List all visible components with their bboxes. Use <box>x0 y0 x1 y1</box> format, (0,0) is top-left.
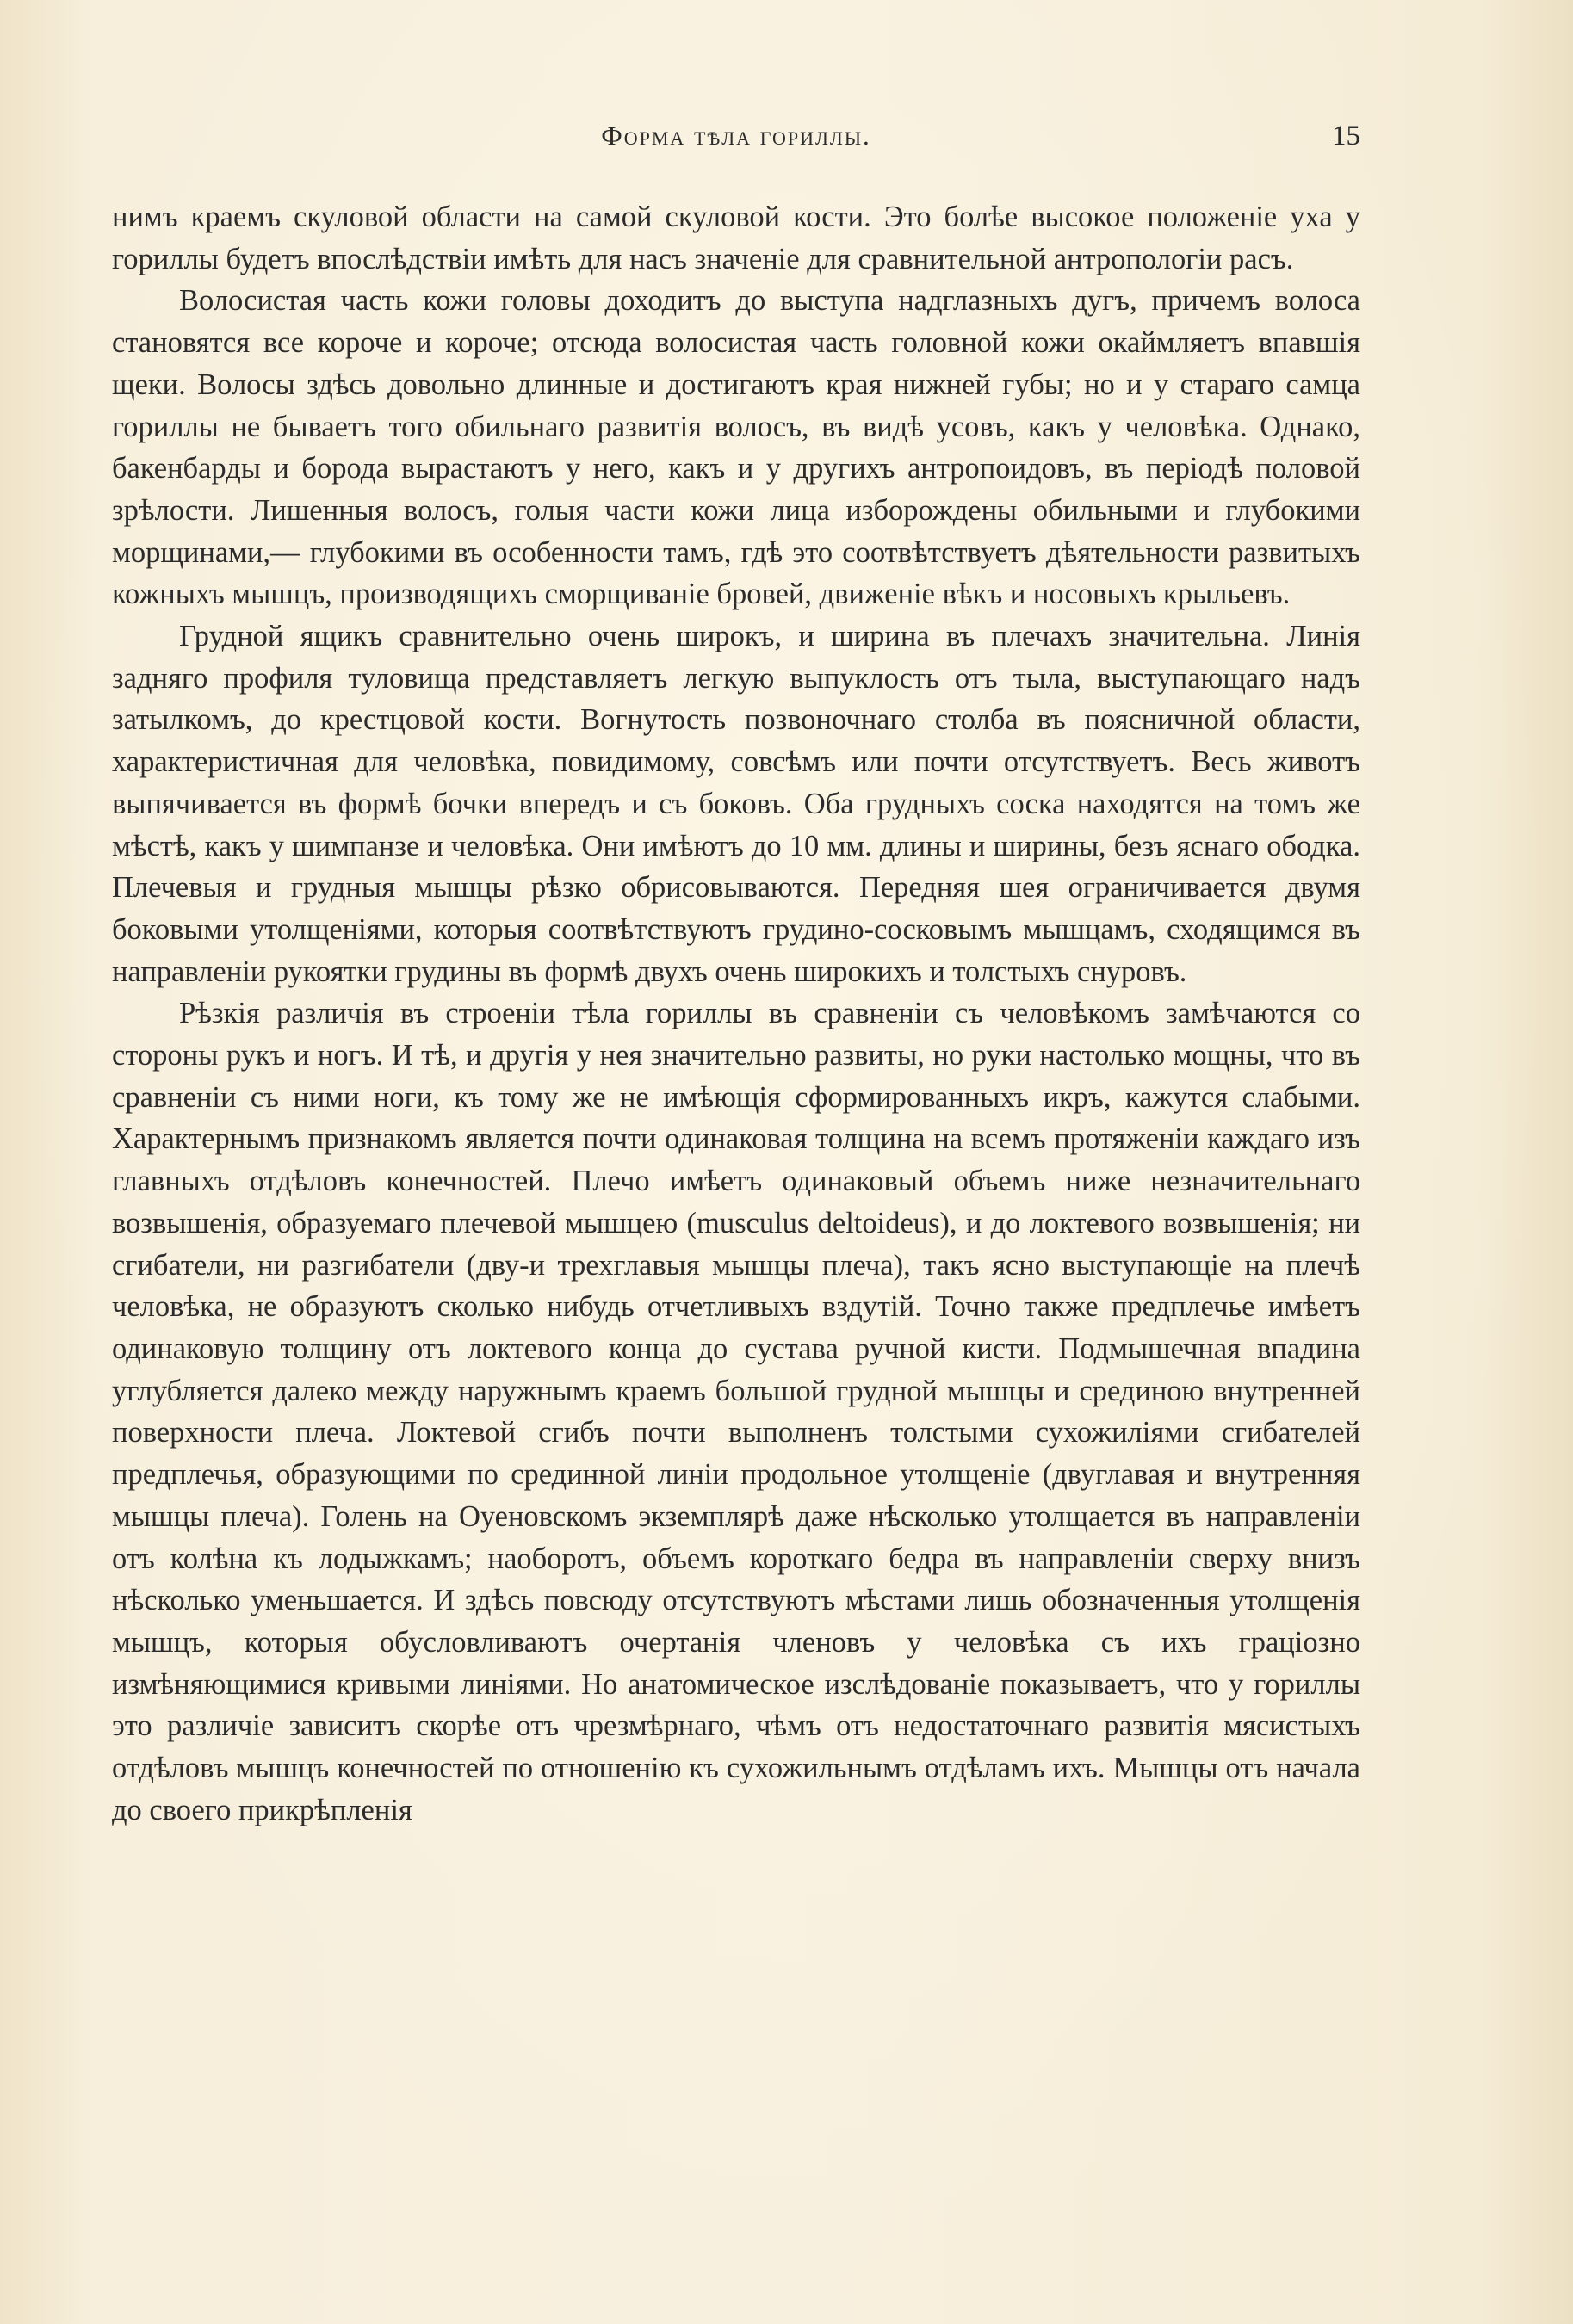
paragraph-limbs: Рѣзкія различія въ строеніи тѣла гориллы въ сравненіи съ человѣкомъ замѣчаются со стороны рукъ и ногъ. И тѣ, и другія у нея значительно развиты, но руки настолько мощны, что въ сравненіи съ ними ноги, къ тому же не имѣющія сформированныхъ икръ, кажутся слабыми. Характернымъ признакомъ является почти одинаковая толщина на всемъ протяженіи каждаго изъ главныхъ отдѣловъ конечностей. Плечо имѣетъ одинаковый объемъ ниже незначительнаго возвышенія, образуемаго плечевой мышцею (musculus deltoideus), и до локтевого возвышенія; ни сгибатели, ни разгибатели (дву-и трехглавыя мышцы плеча), такъ ясно выступающіе на плечѣ человѣка, не образуютъ сколько нибудь отчетливыхъ вздутій. Точно также предплечье имѣетъ одинаковую толщину отъ локтевого конца до сустава ручной кисти. Подмышечная впадина углубляется далеко между наружнымъ краемъ большой грудной мышцы и срединою внутренней поверхности плеча. Локтевой сгибъ почти выполненъ толстыми сухожиліями сгибателей предплечья, образующими по срединной линіи продольное утолщеніе (двуглавая и внутренняя мышцы плеча). Голень на Оуеновскомъ экземплярѣ даже нѣсколько утолщается въ направленіи отъ колѣна къ лодыжкамъ; наоборотъ, объемъ короткаго бедра въ направленіи сверху внизъ нѣсколько уменьшается. И здѣсь повсюду отсутствуютъ мѣстами лишь обозначенныя утолщенія мышцъ, которыя обусловливаютъ очертанія членовъ у человѣка съ ихъ граціозно измѣняющимися кривыми линіями. Но анатомическое изслѣдованіе показываетъ, что у гориллы это различіе зависитъ скорѣе отъ чрезмѣрнаго, чѣмъ отъ недостаточнаго развитія мясистыхъ отдѣловъ мышцъ конечностей по отношенію къ сухожильнымъ отдѣламъ ихъ. Мышцы отъ начала до своего прикрѣпленія <box>112 997 1360 1826</box>
text-body <box>112 196 1360 1831</box>
paragraph-chest: Грудной ящикъ сравнительно очень широкъ, и ширина въ плечахъ значительна. Линія задняго профиля туловища представляетъ легкую выпуклость отъ тыла, выступающаго надъ затылкомъ, до крестцовой кости. Вогнутость позвоночнаго столба въ поясничной области, характеристичная для человѣка, повидимому, совсѣмъ или почти отсутствуетъ. Весь животъ выпячивается въ формѣ бочки впередъ и съ боковъ. Оба грудныхъ соска находятся на томъ же мѣстѣ, какъ у шимпанзе и человѣка. Они имѣютъ до 10 мм. длины и ширины, безъ яснаго ободка. Плечевыя и грудныя мышцы рѣзко обрисовываются. Передняя шея ограничивается двумя боковыми утолщеніями, которыя соотвѣтствуютъ грудино-сосковымъ мышцамъ, сходящимся въ направленіи рукоятки грудины въ формѣ двухъ очень широкихъ и толстыхъ снуровъ. <box>112 620 1360 988</box>
paragraph-hair: Волосистая часть кожи головы доходитъ до выступа надглазныхъ дугъ, причемъ волоса становятся все короче и короче; отсюда волосистая часть головной кожи окаймляетъ впавшія щеки. Волосы здѣсь довольно длинные и достигаютъ края нижней губы; но и у стараго самца гориллы не бываетъ того обильнаго развитія волосъ, въ видѣ усовъ, какъ у человѣка. Однако, бакенбарды и борода вырастаютъ у него, какъ и у другихъ антропоидовъ, въ періодѣ половой зрѣлости. Лишенныя волосъ, голыя части кожи лица изборождены обильными и глубокими морщинами,— глубокими въ особенности тамъ, гдѣ это соотвѣтствуетъ дѣятельности развитыхъ кожныхъ мышцъ, производящихъ сморщиваніе бровей, движеніе вѣкъ и носовыхъ крыльевъ. <box>112 284 1360 611</box>
paragraph-continued: нимъ краемъ скуловой области на самой скуловой кости. Это болѣе высокое положеніе уха у гориллы будетъ впослѣдствіи имѣть для насъ значеніе для сравнительной антропологіи расъ. <box>112 201 1360 275</box>
running-head <box>112 121 1360 164</box>
running-title: Форма тѣла гориллы. <box>601 121 871 151</box>
page-number: 15 <box>1332 121 1360 151</box>
